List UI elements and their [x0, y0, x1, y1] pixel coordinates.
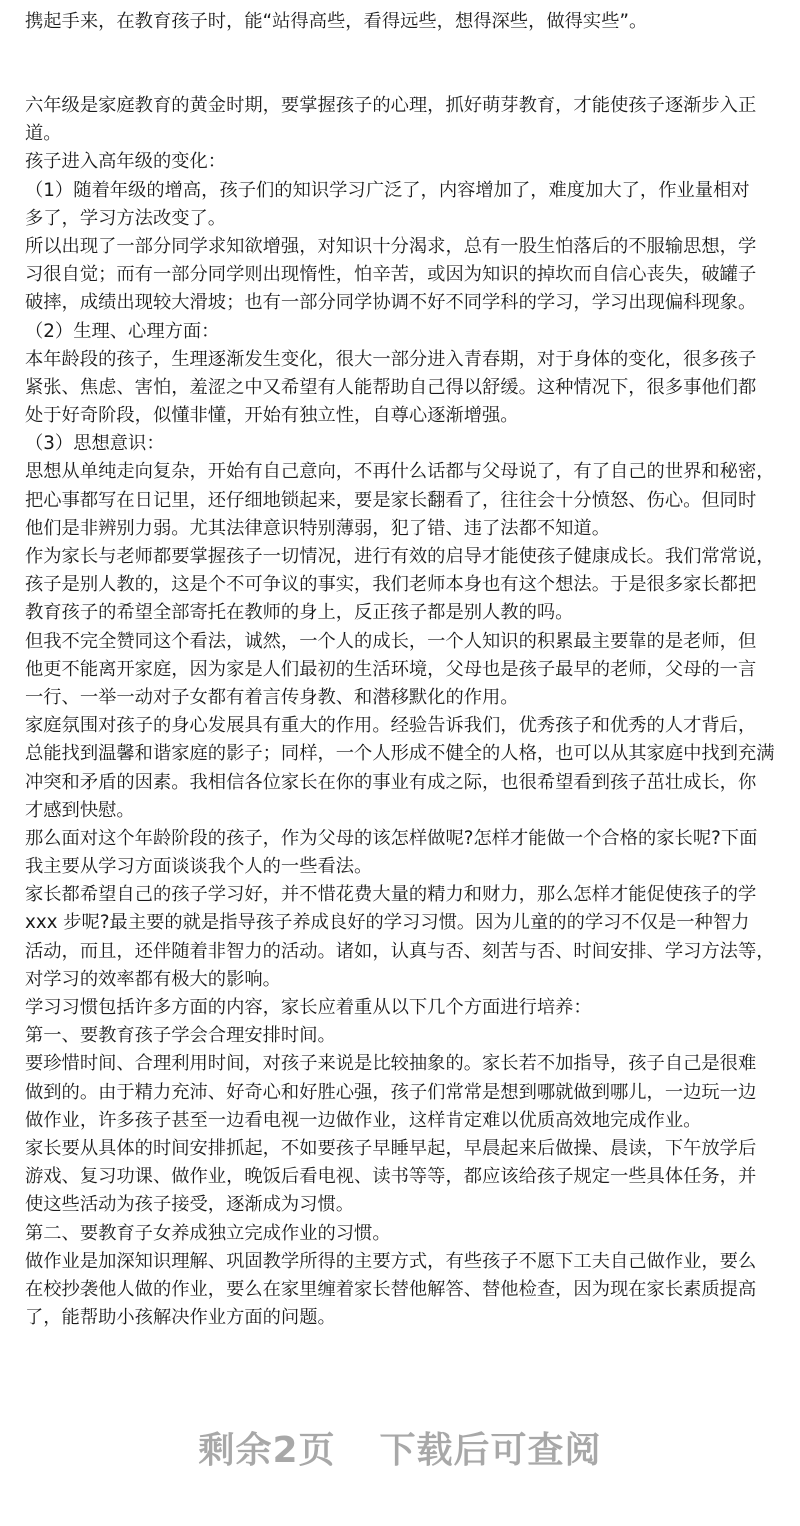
text-line: 做作业是加深知识理解、巩固教学所得的主要方式，有些孩子不愿下工夫自己做作业，要么	[25, 1250, 757, 1272]
text-line: 冲突和矛盾的因素。我相信各位家长在你的事业有成之际，也很希望看到孩子茁壮成长，你	[25, 771, 757, 793]
text-line: 所以出现了一部分同学求知欲增强，对知识十分渴求，总有一股生怕落后的不服输思想，学	[25, 235, 757, 257]
text-line: 他们是非辨别力弱。尤其法律意识特别薄弱，犯了错、违了法都不知道。	[25, 517, 610, 539]
text-line: 家长要从具体的时间安排抓起，不如要孩子早睡早起，早晨起来后做操、晨读，下午放学后	[25, 1137, 757, 1159]
text-line: 他更不能离开家庭，因为家是人们最初的生活环境，父母也是孩子最早的老师，父母的一言	[25, 658, 757, 680]
download-banner[interactable]	[0, 1422, 800, 1473]
text-line: （2）生理、心理方面：	[25, 320, 220, 342]
text-line: 但我不完全赞同这个看法，诚然，一个人的成长，一个人知识的积累最主要靠的是老师，但	[25, 630, 757, 652]
download-prompt[interactable]: 下载后可查阅	[379, 1430, 602, 1471]
text-line: 游戏、复习功课、做作业，晚饭后看电视、读书等等，都应该给孩子规定一些具体任务，并	[25, 1166, 757, 1188]
text-line: 六年级是家庭教育的黄金时期，要掌握孩子的心理，抓好萌芽教育，才能使孩子逐渐步入正	[25, 95, 757, 116]
text-line: 处于好奇阶段，似懂非懂，开始有独立性，自尊心逐渐增强。	[25, 405, 519, 427]
text-line: 做到的。由于精力充沛、好奇心和好胜心强，孩子们常常是想到哪就做到哪儿，一边玩一边	[25, 1081, 757, 1103]
text-line: 了，能帮助小孩解决作业方面的问题。	[25, 1307, 336, 1329]
text-line: 思想从单纯走向复杂，开始有自己意向，不再什么话都与父母说了，有了自己的世界和秘密，	[25, 461, 775, 483]
text-line: 紧张、焦虑、害怕，羞涩之中又希望有人能帮助自己得以舒缓。这种情况下，很多事他们都	[25, 376, 757, 398]
text-line: 一行、一举一动对子女都有着言传身教、和潜移默化的作用。	[25, 686, 519, 708]
text-line: 本年龄段的孩子，生理逐渐发生变化，很大一部分进入青春期，对于身体的变化，很多孩子	[25, 348, 757, 370]
document-body	[0, 92, 800, 1332]
text-line: （1）随着年级的增高，孩子们的知识学习广泛了，内容增加了，难度加大了，作业量相对	[25, 179, 750, 201]
text-line: 孩子进入高年级的变化：	[25, 151, 227, 173]
text-line: 习很自觉；而有一部分同学则出现惰性，怕辛苦，或因为知识的掉坎而自信心丧失，破罐子	[25, 264, 757, 286]
text-line: 破摔，成绩出现较大滑坡；也有一部分同学协调不好不同学科的学习，学习出现偏科现象。	[25, 292, 757, 314]
text-line: 第二、要教育子女养成独立完成作业的习惯。	[25, 1222, 391, 1244]
text-line: 孩子是别人教的，这是个不可争议的事实，我们老师本身也有这个想法。于是很多家长都把	[25, 574, 757, 596]
text-line: 第一、要教育孩子学会合理安排时间。	[25, 1025, 336, 1047]
text-line: 活动，而且，还伴随着非智力的活动。诸如，认真与否、刻苦与否、时间安排、学习方法等，	[25, 940, 775, 962]
text-line: 那么面对这个年龄阶段的孩子，作为父母的该怎样做呢?怎样才能做一个合格的家长呢?下面	[25, 827, 758, 849]
text-line: 总能找到温馨和谐家庭的影子；同样，一个人形成不健全的人格，也可以从其家庭中找到充满	[25, 743, 775, 765]
text-line: 在校抄袭他人做的作业，要么在家里缠着家长替他解答、替他检查，因为现在家长素质提高	[25, 1278, 757, 1300]
text-line: 要珍惜时间、合理利用时间，对孩子来说是比较抽象的。家长若不加指导，孩子自己是很难	[25, 1053, 757, 1075]
text-line: （3）思想意识：	[25, 433, 165, 455]
text-line: 把心事都写在日记里，还仔细地锁起来，要是家长翻看了，往往会十分愤怒、伤心。但同时	[25, 489, 757, 511]
text-line: 家庭氛围对孩子的身心发展具有重大的作用。经验告诉我们，优秀孩子和优秀的人才背后，	[25, 715, 757, 737]
text-line: 做作业，许多孩子甚至一边看电视一边做作业，这样肯定难以优质高效地完成作业。	[25, 1109, 702, 1131]
text-line: 家长都希望自己的孩子学习好，并不惜花费大量的精力和财力，那么怎样才能促使孩子的学	[25, 884, 757, 906]
text-line: 我主要从学习方面谈谈我个人的一些看法。	[25, 856, 373, 878]
text-line: 教育孩子的希望全部寄托在教师的身上，反正孩子都是别人教的吗。	[25, 602, 574, 624]
text-line: 才感到快慰。	[25, 799, 135, 821]
text-line: 对学习的效率都有极大的影响。	[25, 968, 281, 990]
text-line: 作为家长与老师都要掌握孩子一切情况，进行有效的启导才能使孩子健康成长。我们常常说，	[25, 546, 775, 567]
remaining-pages-label: 剩余2页	[198, 1430, 336, 1471]
text-line: 道。	[25, 123, 62, 145]
text-line: 携起手来，在教育孩子时，能“站得高些，看得远些，想得深些，做得实些”。	[25, 11, 648, 32]
text-line: xxx 步呢?最主要的就是指导孩子养成良好的学习习惯。因为儿童的的学习不仅是一种智力	[25, 912, 750, 934]
text-line: 多了，学习方法改变了。	[25, 207, 227, 229]
text-line: 学习习惯包括许多方面的内容，家长应着重从以下几个方面进行培养：	[25, 997, 592, 1018]
text-line: 使这些活动为孩子接受，逐渐成为习惯。	[25, 1194, 355, 1216]
